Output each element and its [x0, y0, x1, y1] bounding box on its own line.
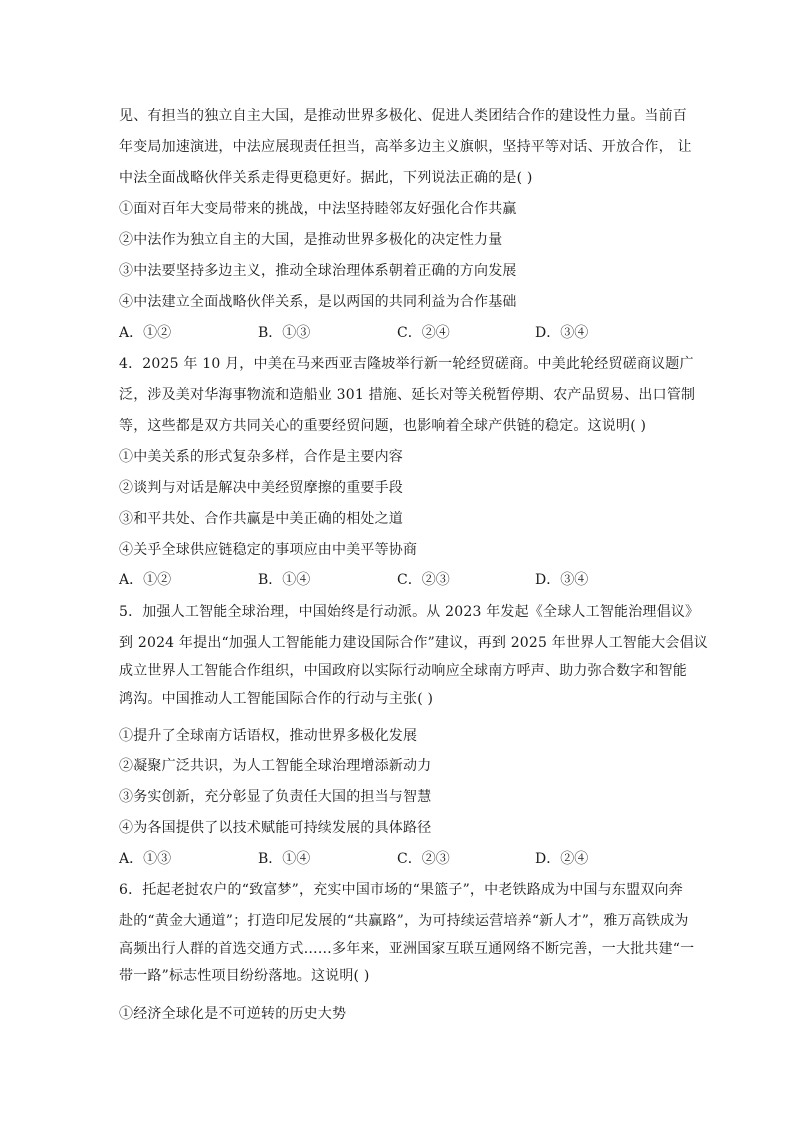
q6-stem-line-2: 赴的“黄金大通道”；打造印尼发展的“共赢路”，为可持续运营培养“新人才”，雅万高铁成为 — [119, 913, 689, 929]
q3-statement-1: ①面对百年大变局带来的挑战，中法坚持睦邻友好强化合作共赢 — [119, 201, 517, 217]
q5-statement-1: ①提升了全球南方话语权，推动世界多极化发展 — [119, 728, 418, 744]
q4-choice-c: C．②③ — [397, 572, 450, 588]
q3-statement-3: ③中法要坚持多边主义，推动全球治理体系朝着正确的方向发展 — [119, 263, 517, 279]
q3-choice-a: A．①② — [119, 325, 172, 341]
q4-stem-line-3: 等，这些都是双方共同关心的重要经贸问题，也影响着全球产供链的稳定。这说明( ) — [119, 418, 647, 434]
q4-stem-line-1: 4．2025 年 10 月，中美在马来西亚吉隆坡举行新一轮经贸磋商。中美此轮经贸磋商议题广 — [119, 356, 694, 372]
q5-choice-c: C．②③ — [397, 851, 450, 867]
q4-statement-3: ③和平共处、合作共赢是中美正确的相处之道 — [119, 511, 403, 527]
q6-stem-line-1: 6．托起老挝农户的“致富梦”，充实中国市场的“果篮子”，中老铁路成为中国与东盟双向奔 — [119, 882, 683, 898]
q4-statement-1: ①中美关系的形式复杂多样，合作是主要内容 — [119, 449, 403, 465]
q4-statement-4: ④关乎全球供应链稳定的事项应由中美平等协商 — [119, 542, 418, 558]
q3-choices — [119, 324, 689, 342]
q3-stem-line-1: 见、有担当的独立自主大国，是推动世界多极化、促进人类团结合作的建设性力量。当前百 — [119, 108, 687, 124]
q4-choices — [119, 571, 689, 589]
q3-statement-4: ④中法建立全面战略伙伴关系，是以两国的共同利益为合作基础 — [119, 294, 517, 310]
q5-statement-3: ③务实创新，充分彰显了负责任大国的担当与智慧 — [119, 789, 432, 805]
q6-statement-1: ①经济全球化是不可逆转的历史大势 — [119, 1006, 347, 1022]
q3-choice-d: D．③④ — [535, 325, 589, 341]
q3-stem-line-3: 中法全面战略伙伴关系走得更稳更好。据此，下列说法正确的是( ) — [119, 170, 533, 186]
q4-choice-d: D．③④ — [535, 572, 589, 588]
q5-choice-d: D．②④ — [535, 851, 589, 867]
q5-choices — [119, 850, 689, 868]
q4-choice-a: A．①② — [119, 572, 172, 588]
q4-statement-2: ②谈判与对话是解决中美经贸摩擦的重要手段 — [119, 480, 403, 496]
q3-stem-line-2: 年变局加速演进，中法应展现责任担当，高举多边主义旗帜，坚持平等对话、开放合作， 让 — [119, 139, 692, 155]
q3-statement-2: ②中法作为独立自主的大国，是推动世界多极化的决定性力量 — [119, 232, 503, 248]
q3-choice-c: C．②④ — [397, 325, 450, 341]
q3-choice-b: B．①③ — [258, 325, 311, 341]
q5-statement-4: ④为各国提供了以技术赋能可持续发展的具体路径 — [119, 820, 432, 836]
q4-stem-line-2: 泛，涉及美对华海事物流和造船业 301 措施、延长对等关税暂停期、农产品贸易、出口管制 — [119, 387, 696, 403]
q5-stem-line-3: 成立世界人工智能合作组织，中国政府以实际行动响应全球南方呼声、助力弥合数字和智能 — [119, 663, 687, 679]
q4-choice-b: B．①④ — [258, 572, 311, 588]
q5-stem-line-1: 5．加强人工智能全球治理，中国始终是行动派。从 2023 年发起《全球人工智能治理倡议》 — [119, 604, 700, 620]
q5-choice-a: A．①③ — [119, 851, 172, 867]
q5-stem-line-2: 到 2024 年提出“加强人工智能能力建设国际合作”建议，再到 2025 年世界人工智能大会倡议 — [119, 635, 708, 651]
q6-stem-line-4: 带一路”标志性项目纷纷落地。这说明( ) — [119, 968, 370, 984]
q5-stem-line-4: 鸿沟。中国推动人工智能国际合作的行动与主张( ) — [119, 691, 434, 707]
q5-statement-2: ②凝聚广泛共识，为人工智能全球治理增添新动力 — [119, 758, 432, 774]
q5-choice-b: B．①④ — [258, 851, 311, 867]
q6-stem-line-3: 高频出行人群的首选交通方式……多年来，亚洲国家互联互通网络不断完善，一大批共建“一 — [119, 941, 695, 957]
